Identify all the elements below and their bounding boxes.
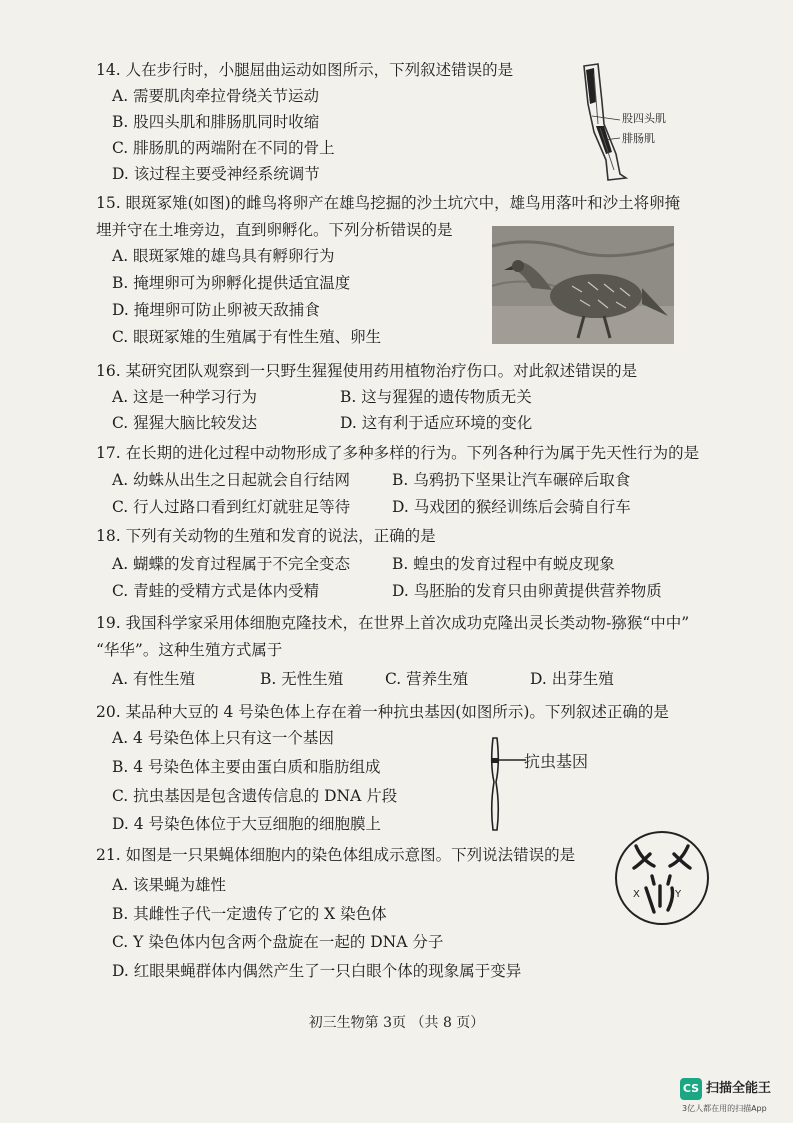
question-16-option-d: D. 这有利于适应环境的变化 (340, 414, 533, 432)
question-17-option-b: B. 乌鸦扔下坚果让汽车碾碎后取食 (392, 471, 631, 489)
question-21-option-b: B. 其雌性子代一定遗传了它的 X 染色体 (112, 905, 387, 923)
question-14-option-b: B. 股四头肌和腓肠肌同时收缩 (112, 113, 320, 131)
label-quadriceps: 股四头肌 (622, 112, 666, 125)
question-15-option-d: D. 掩埋卵可防止卵被天敌捕食 (112, 301, 320, 319)
question-15-stem-line2: 埋并守在土堆旁边，直到卵孵化。下列分析错误的是 (96, 221, 453, 239)
question-16-option-c: C. 猩猩大脑比较发达 (112, 414, 258, 432)
question-17-option-d: D. 马戏团的猴经训练后会骑自行车 (392, 498, 631, 516)
question-18-option-d: D. 鸟胚胎的发育只由卵黄提供营养物质 (392, 582, 662, 600)
question-18-stem: 18. 下列有关动物的生殖和发育的说法，正确的是 (96, 527, 436, 545)
question-14-option-d: D. 该过程主要受神经系统调节 (112, 165, 320, 183)
question-17-stem: 17. 在长期的进化过程中动物形成了多种多样的行为。下列各种行为属于先天性行为的是 (96, 444, 700, 462)
question-15-stem-line1: 15. 眼斑冢雉(如图)的雌鸟将卵产在雄鸟挖掘的沙土坑穴中，雄鸟用落叶和沙土将卵掩 (96, 194, 681, 212)
question-17-option-a: A. 幼蛛从出生之日起就会自行结网 (112, 471, 351, 489)
question-20-option-a: A. 4 号染色体上只有这一个基因 (112, 729, 334, 747)
malleefowl-photo (492, 226, 674, 344)
question-16-option-b: B. 这与猩猩的遗传物质无关 (340, 388, 532, 406)
question-14-option-a: A. 需要肌肉牵拉骨绕关节运动 (112, 87, 320, 105)
question-16-stem: 16. 某研究团队观察到一只野生猩猩使用药用植物治疗伤口。对此叙述错误的是 (96, 362, 638, 380)
question-21-stem: 21. 如图是一只果蝇体细胞内的染色体组成示意图。下列说法错误的是 (96, 846, 576, 864)
question-20-option-b: B. 4 号染色体主要由蛋白质和脂肪组成 (112, 758, 381, 776)
camscanner-logo-icon: CS (680, 1078, 702, 1100)
question-19-stem-line2: “华华”。这种生殖方式属于 (96, 641, 283, 659)
question-21-option-a: A. 该果蝇为雄性 (112, 876, 227, 894)
question-20-option-d: D. 4 号染色体位于大豆细胞的细胞膜上 (112, 815, 382, 833)
label-y-chromosome: Y (675, 889, 682, 900)
camscanner-slogan: 3亿人都在用的扫描App (682, 1104, 767, 1113)
label-resistance-gene: 抗虫基因 (524, 752, 589, 771)
page-footer: 初三生物第 3页 （共 8 页） (308, 1015, 485, 1031)
question-18-option-a: A. 蝴蝶的发育过程属于不完全变态 (112, 555, 351, 573)
label-gastrocnemius: 腓肠肌 (622, 132, 655, 145)
question-14-option-c: C. 腓肠肌的两端附在不同的骨上 (112, 139, 335, 157)
question-19-option-d: D. 出芽生殖 (530, 670, 614, 688)
question-14-stem: 14. 人在步行时，小腿屈曲运动如图所示，下列叙述错误的是 (96, 61, 514, 79)
question-15-option-b: B. 掩埋卵可为卵孵化提供适宜温度 (112, 274, 351, 292)
question-19-option-b: B. 无性生殖 (260, 670, 344, 688)
question-21-option-c: C. Y 染色体内包含两个盘旋在一起的 DNA 分子 (112, 933, 444, 951)
question-19-option-a: A. 有性生殖 (112, 670, 196, 688)
question-17-option-c: C. 行人过路口看到红灯就驻足等待 (112, 498, 351, 516)
camscanner-name: 扫描全能王 (706, 1081, 772, 1096)
question-18-option-c: C. 青蛙的受精方式是体内受精 (112, 582, 320, 600)
question-20-option-c: C. 抗虫基因是包含遗传信息的 DNA 片段 (112, 787, 398, 805)
label-x-chromosome: X (633, 889, 640, 900)
question-15-option-c: C. 眼斑冢雉的生殖属于有性生殖、卵生 (112, 328, 382, 346)
question-15-option-a: A. 眼斑冢雉的雄鸟具有孵卵行为 (112, 247, 335, 265)
question-21-option-d: D. 红眼果蝇群体内偶然产生了一只白眼个体的现象属于变异 (112, 962, 522, 980)
question-16-option-a: A. 这是一种学习行为 (112, 388, 258, 406)
question-19-stem-line1: 19. 我国科学家采用体细胞克隆技术，在世界上首次成功克隆出灵长类动物-猕猴“中中” (96, 614, 690, 632)
question-18-option-b: B. 蝗虫的发育过程中有蜕皮现象 (392, 555, 615, 573)
question-19-option-c: C. 营养生殖 (385, 670, 469, 688)
question-20-stem: 20. 某品种大豆的 4 号染色体上存在着一种抗虫基因(如图所示)。下列叙述正确的是 (96, 703, 669, 721)
fruit-fly-karyotype-figure (610, 826, 714, 930)
